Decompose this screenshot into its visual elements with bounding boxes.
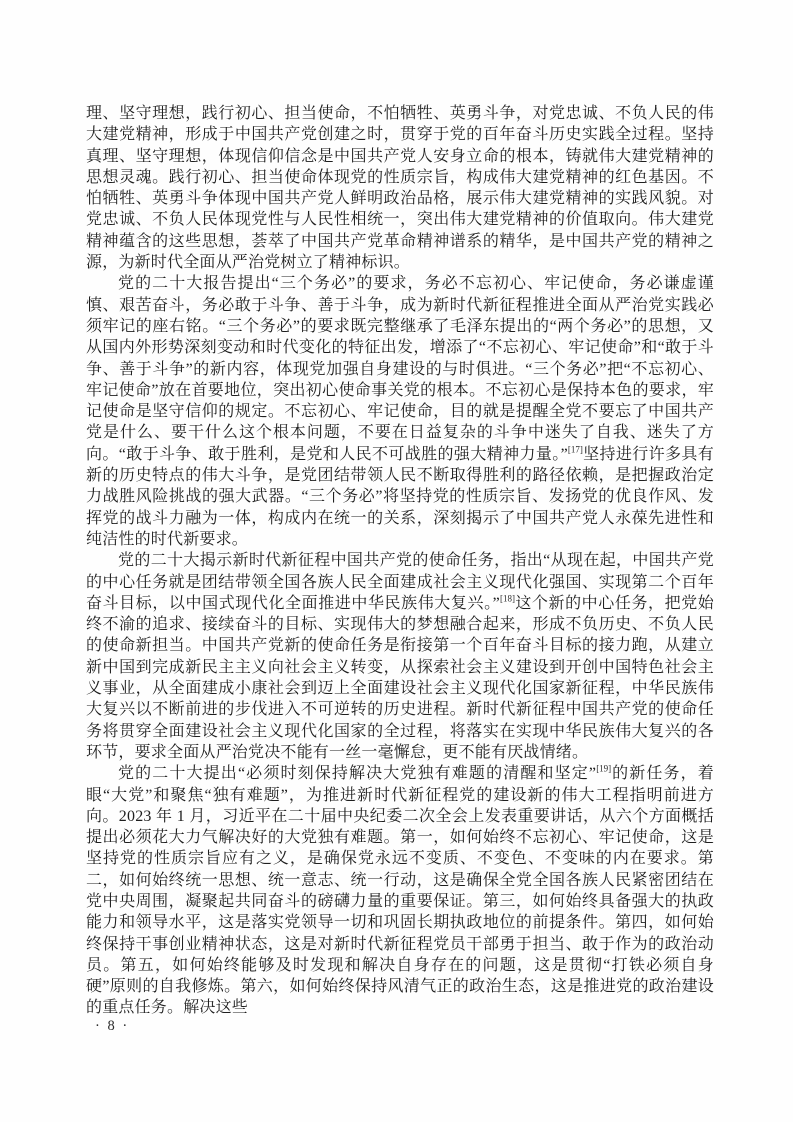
footnote-ref: [18]: [499, 593, 515, 604]
text-block: [86, 103, 714, 1019]
paragraph: 党的二十大提出“必须时刻保持解决大党独有难题的清醒和坚定”[19]的新任务，着眼“大党”和聚焦“独有难题”，为推进新时代新征程党的建设新的伟大工程指明前进方向。2023 年 1 月，习近平在二十届中央纪委二次全会上发表重要讲话，从六个方面概括提出必须花大力气解决好的大党独有难题。第一，如何始终不忘初心、牢记使命，这是坚持党的性质宗旨应有之义，是确保党永远不变质、不变色、不变味的内在要求。第二，如何始终统一思想、统一意志、统一行动，这是确保全党全国各族人民紧密团结在党中央周围，凝聚起共同奋斗的磅礴力量的重要保证。第三，如何始终具备强大的执政能力和领导水平，这是落实党领导一切和巩固长期执政地位的前提条件。第四，如何始终保持干事创业精神状态，这是对新时代新征程党员干部勇于担当、敢于作为的政治动员。第五，如何始终能够及时发现和解决自身存在的问题，这是贯彻“打铁必须自身硬”原则的自我修炼。第六，如何始终保持风清气正的政治生态，这是推进党的政治建设的重点任务。解决这些: [86, 763, 714, 1017]
page-number: · 8 ·: [95, 1018, 130, 1034]
paragraph: 党的二十大报告提出“三个务必”的要求，务必不忘初心、牢记使命，务必谦虚谨慎、艰苦奋斗，务必敢于斗争、善于斗争，成为新时代新征程推进全面从严治党实践必须牢记的座右铭。“三个务必”的要求既完整继承了毛泽东提出的“两个务必”的思想，又从国内外形势深刻变动和时代变化的特征出发，增添了“不忘初心、牢记使命”和“敢于斗争、善于斗争”的新内容，体现党加强自身建设的与时俱进。“三个务必”把“不忘初心、牢记使命”放在首要地位，突出初心使命事关党的根本。不忘初心是保持本色的要求，牢记使命是坚守信仰的规定。不忘初心、牢记使命，目的就是提醒全党不要忘了中国共产党是什么、要干什么这个根本问题，不要在日益复杂的斗争中迷失了自我、迷失了方向。“敢于斗争、敢于胜利，是党和人民不可战胜的强大精神力量。”[17]坚持进行许多具有新的历史特点的伟大斗争，是党团结带领人民不断取得胜利的路径依赖，是把握政治定力战胜风险挑战的强大武器。“三个务必”将坚持党的性质宗旨、发扬党的优良作风、发挥党的战斗力融为一体，构成内在统一的关系，深刻揭示了中国共产党人永葆先进性和纯洁性的时代新要求。: [86, 275, 714, 548]
paragraph: 理、坚守理想，践行初心、担当使命，不怕牺牲、英勇斗争，对党忠诚、不负人民的伟大建党精神，形成于中国共产党创建之时，贯穿于党的百年奋斗历史实践全过程。坚持真理、坚守理想，体现信仰信念是中国共产党人安身立命的根本，铸就伟大建党精神的思想灵魂。践行初心、担当使命体现党的性质宗旨，构成伟大建党精神的红色基因。不怕牺牲、英勇斗争体现中国共产党人鲜明政治品格，展示伟大建党精神的实践风貌。对党忠诚、不负人民体现党性与人民性相统一，突出伟大建党精神的价值取向。伟大建党精神蕴含的这些思想，荟萃了中国共产党革命精神谱系的精华，是中国共产党的精神之源，为新时代全面从严治党树立了精神标识。: [86, 105, 714, 272]
footnote-ref: [19]: [596, 763, 612, 774]
paragraph: 党的二十大揭示新时代新征程中国共产党的使命任务，指出“从现在起，中国共产党的中心任务就是团结带领全国各族人民全面建成社会主义现代化强国、实现第二个百年奋斗目标，以中国式现代化全面推进中华民族伟大复兴。”[18]这个新的中心任务，把党始终不渝的追求、接续奋斗的目标、实现伟大的梦想融合起来，形成不负历史、不负人民的使命新担当。中国共产党新的使命任务是衔接第一个百年奋斗目标的接力跑，从建立新中国到完成新民主主义向社会主义转变，从探索社会主义建设到开创中国特色社会主义事业，从全面建成小康社会到迈上全面建设社会主义现代化国家新征程，中华民族伟大复兴以不断前进的步伐进入不可逆转的历史进程。新时代新征程中国共产党的使命任务将贯穿全面建设社会主义现代化国家的全过程，将落实在实现中华民族伟大复兴的各环节，要求全面从严治党决不能有一丝一毫懈怠，更不能有厌战情绪。: [86, 552, 714, 761]
footnote-ref: [17]: [567, 444, 583, 455]
